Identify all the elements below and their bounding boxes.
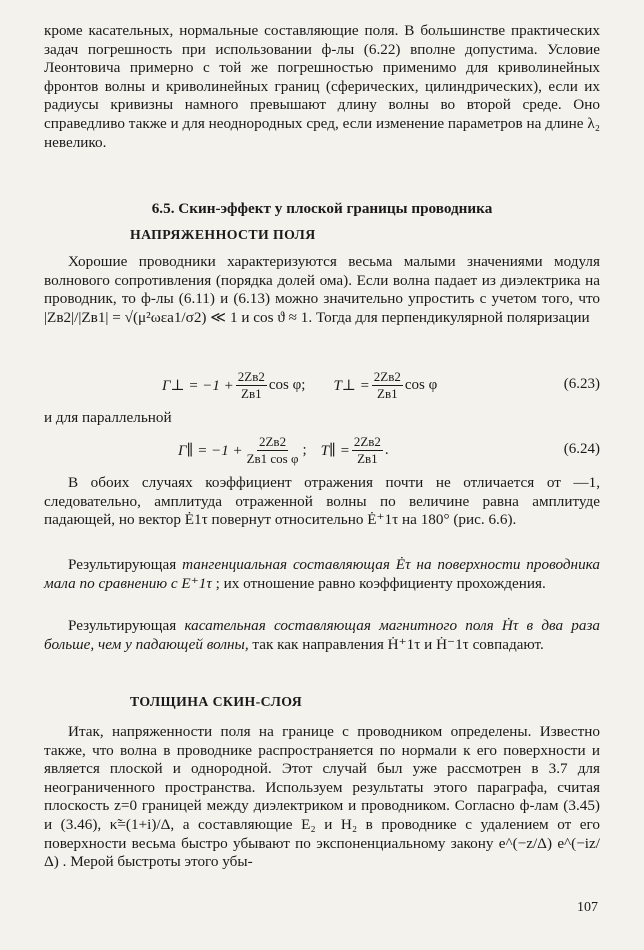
eq624-num2: 2Zв2	[353, 433, 381, 449]
eq623-num2: 2Zв2	[373, 368, 401, 384]
eq624-den1: Zв1 cos φ	[246, 450, 299, 466]
eq623-tail2: cos φ	[404, 376, 438, 393]
eq623-lhs1: Γ⊥ = −1 +	[162, 377, 234, 394]
tangential-italic: тангенциальная составляющая Ėτ на поверхности проводника мала по сравнению с E⁺1τ	[44, 556, 600, 592]
eq623-lhs2: T⊥ =	[333, 377, 370, 394]
tangential-lead: Результирующая	[68, 556, 183, 573]
eq624-lhs1: Γ∥ = −1 +	[178, 442, 243, 459]
paragraph-skin-depth: Итак, напряженности поля на границе с проводником определены. Известно также, что волна в проводнике распространяется по нормали к его поверхности и является плоской и однородной. Этот случай был уже рассмотрен в 3.7 для неограниченного пространства. Используем результаты этого параграфа, считая плоскость z=0 границей между диэлектриком и проводником. Согласно ф-лам (3.45) и (3.46), κ̃=(1+i)/Δ, а составляющие E₂ и H₂ в проводнике с удалением от его поверхности весьма быстро убывают по экспоненциальному закону e^(−z/Δ) e^(−iz/Δ) . Мерой быстроты этого убы-	[44, 723, 600, 871]
eq624-lhs2: T∥ =	[320, 442, 350, 459]
magnetic-italic: касательная составляющая магнитного поля Ḣτ в два раза больше, чем у падающей волны,	[44, 617, 600, 653]
section-title: 6.5. Скин-эффект у плоской границы проводника	[151, 200, 493, 217]
equation-number-6-24: (6.24)	[563, 441, 600, 457]
eq623-frac2	[372, 369, 403, 402]
equation-6-23	[44, 363, 600, 407]
equation-number-6-23: (6.23)	[563, 376, 600, 392]
magnetic-lead: Результирующая	[68, 617, 185, 634]
paragraph-conductors: Хорошие проводники характеризуются весьма малыми значениями модуля волнового сопротивления (порядка долей ома). Если волна падает из диэлектрика на проводник, то ф-лы (6.11) и (6.13) можно значительно упростить с учетом того, что |Zв2|/|Zв1| = √(μ²ωεa1/σ2) ≪ 1 и cos ϑ ≈ 1. Тогда для перпендикулярной поляризации	[44, 253, 600, 326]
equation-6-24	[44, 428, 600, 472]
paragraph-tangential	[44, 556, 600, 593]
eq624-num1: 2Zв2	[258, 433, 287, 449]
eq623-frac1	[236, 369, 267, 402]
eq624-frac2	[352, 434, 383, 467]
eq623-num1: 2Zв2	[237, 368, 265, 384]
eq623-den2: Zв1	[377, 385, 398, 401]
eq624-tail2: .	[384, 441, 389, 458]
paragraph-both-cases: В обоих случаях коэффициент отражения почти не отличается от —1, следовательно, амплитуда отраженной волны по величине равна амплитуде падающей, но вектор Ė1τ повернут относительно Ė⁺1τ на 180° (рис. 6.6).	[44, 474, 600, 529]
paragraph-top: кроме касательных, нормальные составляющие поля. В большинстве практических задач погрешность при использовании ф-лы (6.22) вполне допустима. Условие Леонтовича примерно с той же погрешностью применимо для криволинейных фронтов волны и криволинейных границ (сферических, цилиндрических), если их радиусы кривизны намного превышают длину волны во второй среде. Оно справедливо также и для неоднородных сред, если изменение параметров на длине λ₂ невелико.	[44, 22, 600, 151]
paragraph-parallel: и для параллельной	[44, 409, 172, 426]
eq624-den2: Zв1	[357, 450, 378, 466]
eq624-frac1	[245, 434, 301, 467]
page-number: 107	[577, 900, 598, 915]
tangential-tail: ; их отношение равно коэффициенту прохождения.	[211, 574, 546, 592]
subheading-skin-depth: ТОЛЩИНА СКИН-СЛОЯ	[130, 694, 303, 709]
eq624-tail1: ;	[302, 441, 307, 458]
subheading-field-strengths: НАПРЯЖЕННОСТИ ПОЛЯ	[130, 227, 316, 242]
eq623-tail1: cos φ;	[268, 376, 306, 393]
paragraph-magnetic	[44, 617, 600, 654]
magnetic-tail: так как направления Ḣ⁺1τ и Ḣ⁻1τ совпадают.	[248, 635, 544, 653]
eq623-den1: Zв1	[241, 385, 262, 401]
